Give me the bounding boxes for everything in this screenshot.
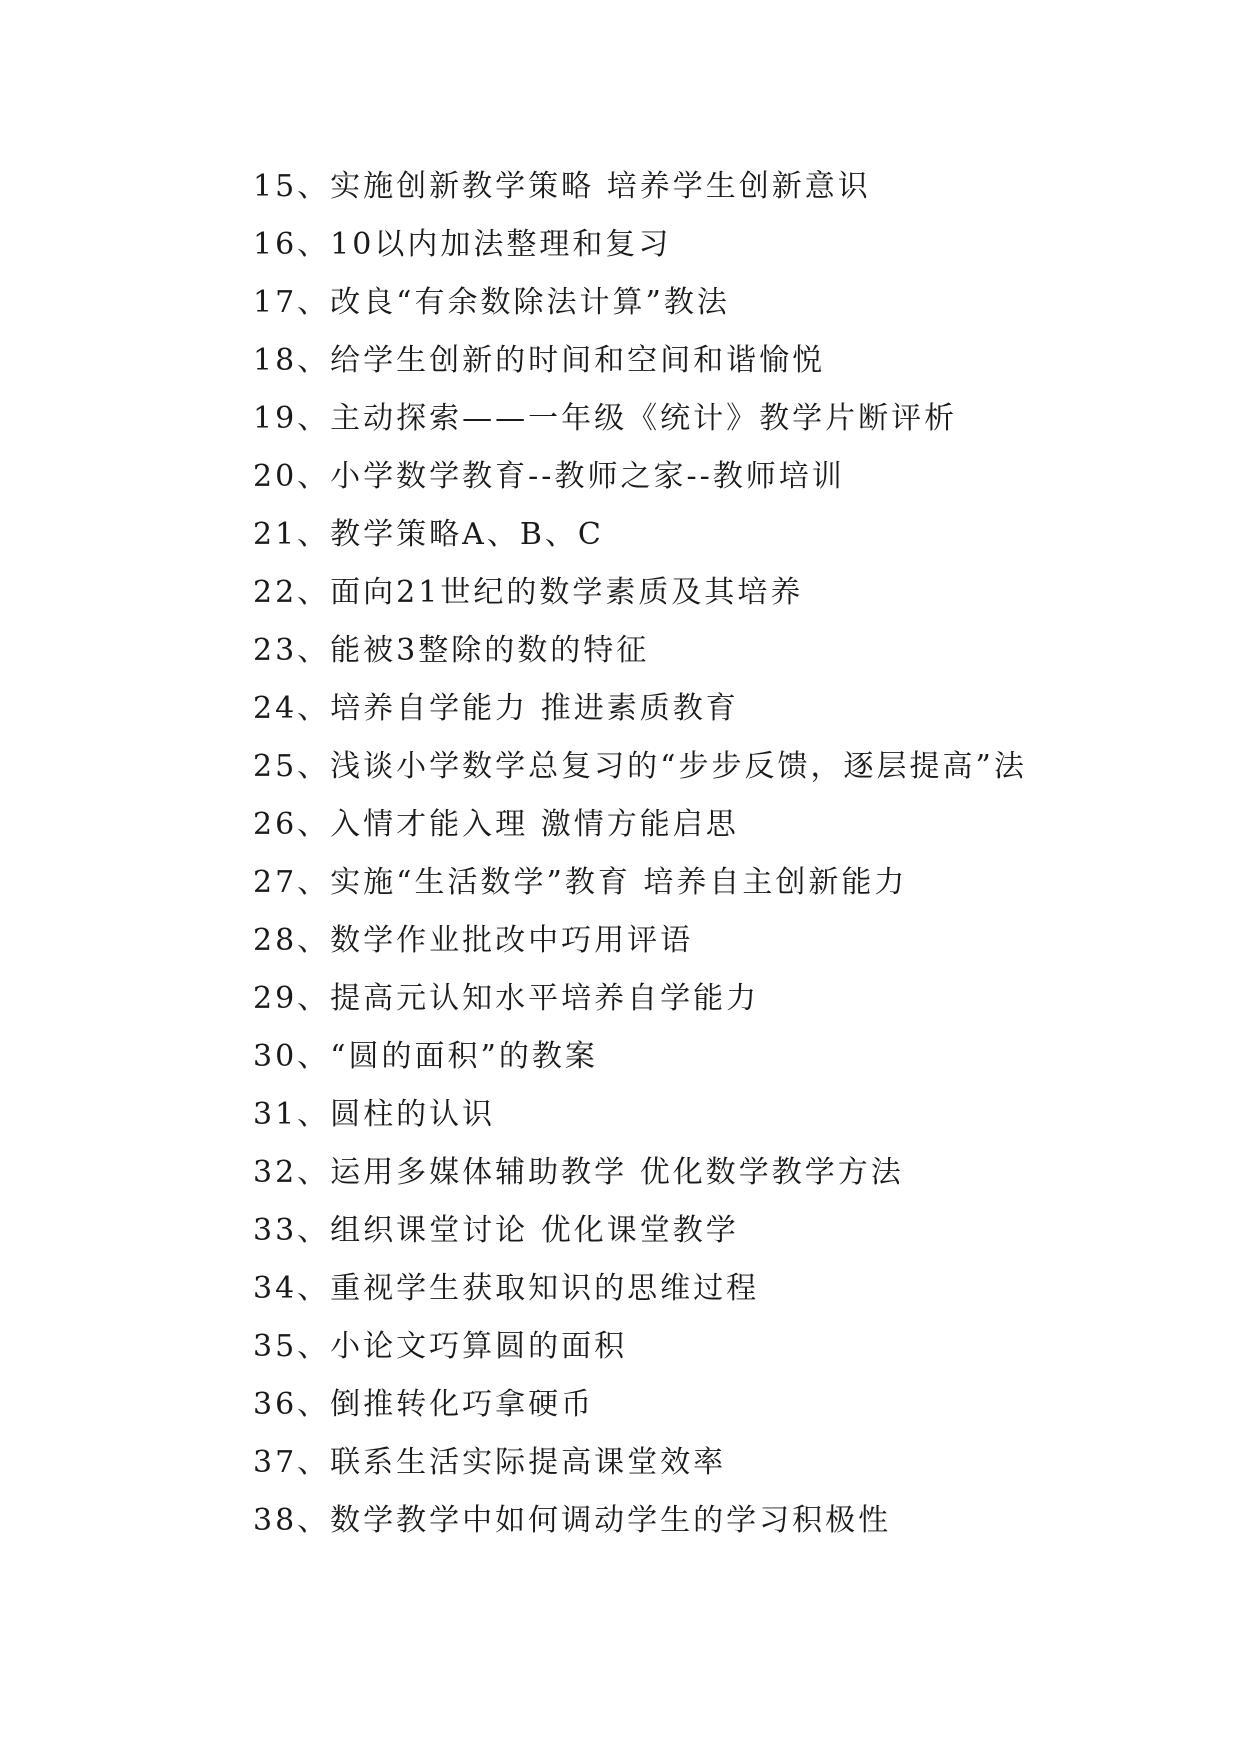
list-item: 22、面向21世纪的数学素质及其培养 — [253, 575, 804, 610]
list-item: 18、给学生创新的时间和空间和谐愉悦 — [253, 343, 826, 378]
list-item: 26、入情才能入理 激情方能启思 — [253, 807, 739, 842]
list-item: 17、改良“有余数除法计算”教法 — [253, 285, 730, 320]
list-item: 25、浅谈小学数学总复习的“步步反馈，逐层提高”法 — [253, 749, 1027, 784]
article-list — [253, 158, 1027, 1550]
list-item: 24、培养自学能力 推进素质教育 — [253, 691, 739, 726]
list-item: 30、“圆的面积”的教案 — [253, 1039, 598, 1074]
list-item: 34、重视学生获取知识的思维过程 — [253, 1271, 760, 1306]
list-item: 20、小学数学教育--教师之家--教师培训 — [253, 459, 845, 494]
list-item: 31、圆柱的认识 — [253, 1097, 496, 1132]
list-item: 15、实施创新教学策略 培养学生创新意识 — [253, 169, 871, 204]
list-item: 21、教学策略A、B、C — [253, 517, 604, 552]
list-item: 23、能被3整除的数的特征 — [253, 633, 650, 668]
list-item: 32、运用多媒体辅助教学 优化数学教学方法 — [253, 1155, 904, 1190]
list-item: 35、小论文巧算圆的面积 — [253, 1329, 628, 1364]
list-item: 29、提高元认知水平培养自学能力 — [253, 981, 760, 1016]
list-item: 16、10以内加法整理和复习 — [253, 227, 672, 262]
list-item: 36、倒推转化巧拿硬币 — [253, 1387, 595, 1422]
list-item: 27、实施“生活数学”教育 培养自主创新能力 — [253, 865, 908, 900]
list-item: 37、联系生活实际提高课堂效率 — [253, 1445, 727, 1480]
list-item: 38、数学教学中如何调动学生的学习积极性 — [253, 1503, 892, 1538]
list-item: 19、主动探索——一年级《统计》教学片断评析 — [253, 401, 958, 436]
list-item: 28、数学作业批改中巧用评语 — [253, 923, 694, 958]
list-item: 33、组织课堂讨论 优化课堂教学 — [253, 1213, 739, 1248]
